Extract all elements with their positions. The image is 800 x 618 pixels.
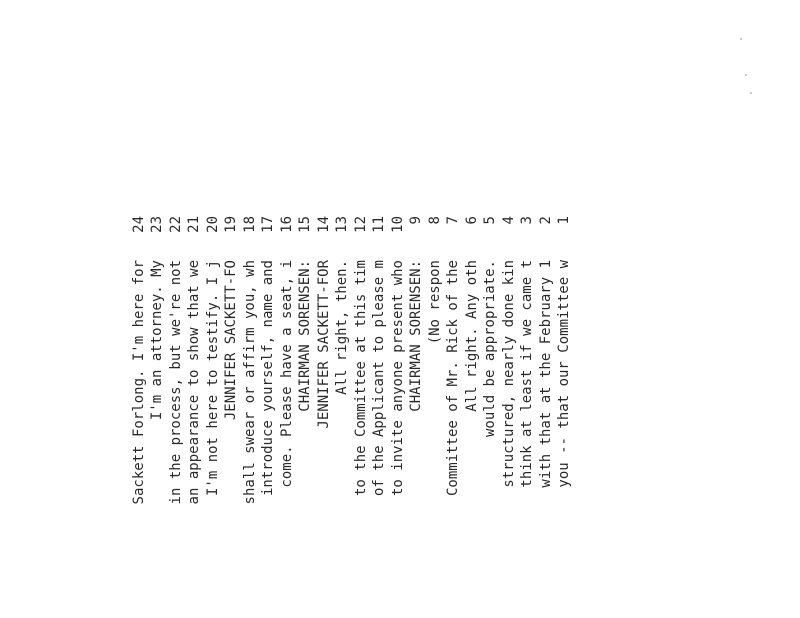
line-text: [223, 260, 239, 600]
transcript-line: [464, 200, 480, 600]
line-text: [390, 260, 406, 600]
line-text: [482, 260, 498, 600]
line-text: [205, 260, 221, 600]
line-text: [519, 260, 535, 600]
line-text: [427, 260, 443, 600]
line-text-content: Sackett Forlong. I'm here for: [130, 260, 147, 505]
line-number: 18: [241, 216, 258, 233]
transcript-line: [242, 200, 258, 600]
transcript-line: [205, 200, 221, 600]
transcript-line: [131, 200, 147, 600]
transcript-line: [501, 200, 517, 600]
line-number: 10: [389, 216, 406, 233]
line-text: [501, 260, 517, 600]
line-text-content: (No respon: [426, 260, 443, 345]
line-text: [242, 260, 258, 600]
scan-speck: [740, 38, 742, 40]
line-text-content: JENNIFER SACKETT-FOR: [315, 260, 332, 429]
line-number: 17: [260, 216, 276, 233]
line-text-content: I'm not here to testify. I j: [204, 260, 221, 497]
transcript-line: [390, 200, 406, 600]
transcript-line: [353, 200, 369, 600]
scan-speck: [745, 74, 747, 76]
line-text-content: CHAIRMAN SORENSEN:: [297, 260, 313, 412]
transcript-body: [130, 200, 588, 600]
line-text: [149, 260, 165, 600]
line-text-content: in the process, but we're not: [167, 260, 184, 505]
line-text: [279, 260, 295, 600]
transcript-line: [427, 200, 443, 600]
line-text: [297, 260, 313, 600]
line-text-content: All right. Any oth: [463, 260, 480, 412]
line-text-content: to the Committee at this tim: [352, 260, 369, 497]
line-number: 9: [408, 216, 424, 225]
line-text-content: you -- that our Committee w: [556, 260, 572, 488]
line-number: 11: [371, 216, 387, 233]
line-text-content: an appearance to show that we: [186, 260, 202, 505]
transcript-line: [223, 200, 239, 600]
transcript-line: [186, 200, 202, 600]
transcript-line: [556, 200, 572, 600]
line-number: 24: [130, 216, 147, 233]
transcript-line: [445, 200, 461, 600]
transcript-line: [538, 200, 554, 600]
line-text: [538, 260, 554, 600]
line-text-content: All right, then.: [334, 260, 350, 395]
line-text-content: introduce yourself, name and: [260, 260, 276, 497]
transcript-line: [260, 200, 276, 600]
line-number: 4: [500, 216, 517, 225]
line-number: 21: [186, 216, 202, 233]
line-text: [186, 260, 202, 600]
line-number: 7: [445, 216, 461, 225]
transcript-line: [316, 200, 332, 600]
line-text: [353, 260, 369, 600]
line-text: [464, 260, 480, 600]
line-text: [371, 260, 387, 600]
line-number: 23: [149, 216, 165, 233]
line-text: [445, 260, 461, 600]
line-text: [168, 260, 184, 600]
line-number: 8: [426, 216, 443, 225]
line-number: 19: [223, 216, 239, 233]
line-text-content: to invite anyone present who: [389, 260, 406, 497]
line-text: [131, 260, 147, 600]
transcript-line: [482, 200, 498, 600]
transcript-line: [408, 200, 424, 600]
line-text-content: think at least if we came t: [519, 260, 535, 488]
transcript-line: [297, 200, 313, 600]
line-number: 16: [278, 216, 295, 233]
line-text: [334, 260, 350, 600]
line-text: [408, 260, 424, 600]
line-number: 15: [297, 216, 313, 233]
line-number: 5: [482, 216, 498, 225]
transcript-line: [519, 200, 535, 600]
line-number: 22: [167, 216, 184, 233]
line-number: 20: [204, 216, 221, 233]
transcript-line: [334, 200, 350, 600]
line-text-content: JENNIFER SACKETT-FO: [223, 260, 239, 421]
line-text-content: come. Please have a seat, i: [278, 260, 295, 488]
line-text-content: Committee of Mr. Rick of the: [445, 260, 461, 497]
line-text-content: structured, nearly done kin: [500, 260, 517, 488]
transcript-line: [149, 200, 165, 600]
line-text-content: I'm an attorney. My: [149, 260, 165, 421]
transcript-line: [279, 200, 295, 600]
line-text: [260, 260, 276, 600]
transcript-line: [168, 200, 184, 600]
line-number: 12: [352, 216, 369, 233]
line-text: [316, 260, 332, 600]
line-number: 6: [463, 216, 480, 225]
line-text-content: of the Applicant to please m: [371, 260, 387, 497]
line-text-content: with that at the February 1: [537, 260, 554, 488]
transcript-line: [371, 200, 387, 600]
line-number: 1: [556, 216, 572, 225]
scan-speck: [750, 92, 752, 94]
line-number: 3: [519, 216, 535, 225]
line-number: 13: [334, 216, 350, 233]
line-text-content: shall swear or affirm you, wh: [241, 260, 258, 505]
line-text-content: would be appropriate.: [482, 260, 498, 438]
line-number: 2: [537, 216, 554, 225]
line-number: 14: [315, 216, 332, 233]
line-text: [556, 260, 572, 600]
line-text-content: CHAIRMAN SORENSEN:: [408, 260, 424, 412]
